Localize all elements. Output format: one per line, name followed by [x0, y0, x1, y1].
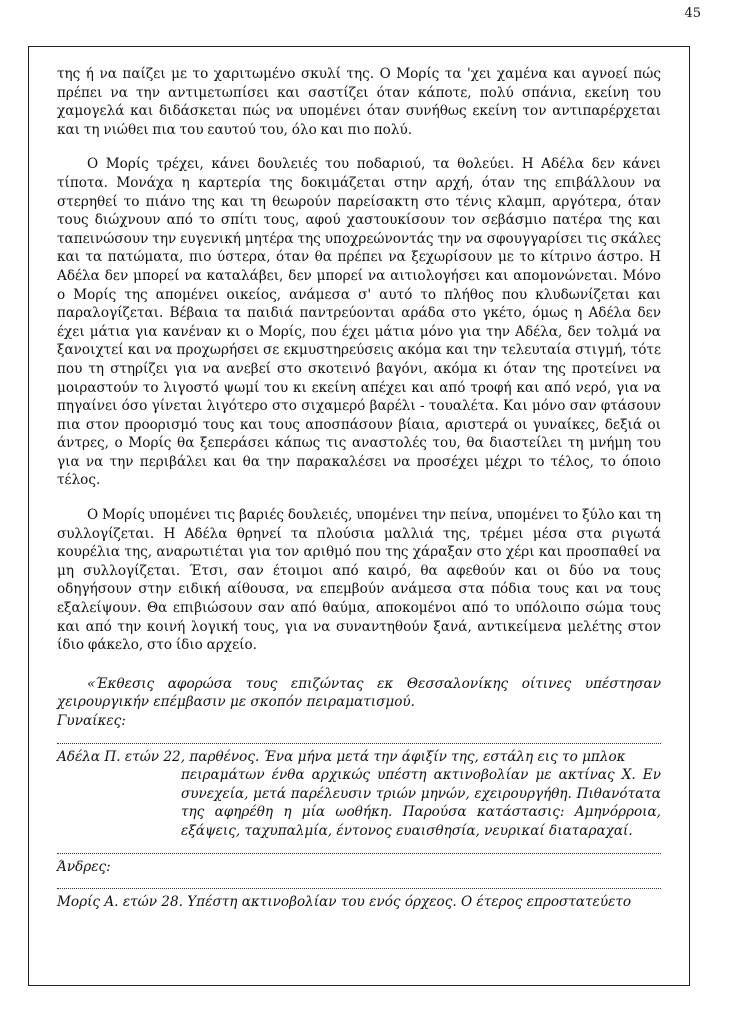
women-entry-header: [57, 748, 661, 767]
page-frame: [28, 46, 690, 986]
paragraph-2: Ο Μορίς τρέχει, κάνει δουλειές του ποδαριού, τα θολεύει. Η Αδέλα δεν κάνει τίποτα. Μονάχα η καρτερία της δοκιμάζεται στην αρχή, όταν της επιβάλλουν να στερηθεί το πιάνο της και τη θεωρούν παρείσακτη στο τένις κλαμπ, αργότερα, όταν τους διώχνουν από το σπίτι τους, αφού χαστουκίσουν τον σεβάσμιο πατέρα της και ταπεινώσουν την ευγενική μητέρα της υποχρεώνοντάς την να σφουγγαρίσει τις σκάλες και τα πατώματα, πιο ύστερα, όταν θα πρέπει να ξεχωρίσουν με το κίτρινο άστρο. Η Αδέλα δεν μπορεί να καταλάβει, δεν μπορεί να αιτιολογήσει και απομονώνεται. Μόνο ο Μορίς της απομένει οικείος, ανάμεσα σ' αυτό το πλήθος που κλυδωνίζεται και παραλογίζεται. Βέβαια τα παιδιά παντρεύονται αράδα στο γκέτο, όμως η Αδέλα δεν έχει μάτια για κανέναν κι ο Μορίς, που έχει μάτια μόνο για την Αδέλα, δεν τολμά να ξανοιχτεί και να προχωρήσει σε εκμυστηρεύσεις ακόμα και την τελευταία στιγμή, τότε που τη στηρίζει για να ανεβεί στο σκοτεινό βαγόνι, ακόμα κι όταν της προτείνει να μοιραστούν το λιγοστό ψωμί του κι εκείνη απέχει και από τροφή και από νερό, για να πηγαίνει όσο γίνεται λιγότερο στο σιχαμερό βαρέλι - τουαλέτα. Και μόνο σαν φτάσουν πια στον προορισμό τους και τους αποσπάσουν βίαια, αριστερά οι γυναίκες, δεξιά οι άντρες, ο Μορίς θα ξεπεράσει κάπως τις αναστολές του, θα διαστείλει τη μνήμη του για να την περιβάλει και θα την παρακαλέσει να προσέχει μέχρι το τέλος, το όποιο τέλος.: [57, 156, 661, 489]
report-section: [57, 675, 661, 912]
women-entry-name: Αδέλα Π. ετών 22, παρθένος.: [57, 748, 260, 765]
paragraph-1: της ή να παίζει με το χαριτωμένο σκυλί της. Ο Μορίς τα 'χει χαμένα και αγνοεί πώς πρέπει να την αντιμετωπίσει και σαστίζει όταν κάποτε, πολύ σπάνια, εκείνη του χαμογελά και διδάσκεται πώς να υπομένει όταν συνήθως εκείνη τον αντιπαρέρχεται και τη νιώθει πια του εαυτού του, όλο και πιο πολύ.: [57, 66, 661, 138]
page-number: 45: [684, 6, 701, 21]
men-label: Άνδρες:: [57, 858, 111, 875]
report-intro: «Έκθεσις αφορώσα τους επιζώντας εκ Θεσσαλονίκης οίτινες υπέστησαν χειρουργικήν επέμβασιν με σκοπόν πειραματισμού.: [57, 675, 661, 711]
dotted-divider: [57, 733, 661, 744]
women-entry-body: πειραμάτων ένθα αρχικώς υπέστη ακτινοβολίαν με ακτίνας Χ. Εν συνεχεία, μετά παρέλευσιν τριών μηνών, εχειρουργήθη. Πιθανότατα της αφηρέθη η μία ωοθήκη. Παρούσα κατάστασις: Αμηνόρροια, εξάψεις, ταχυπαλμία, έντονος ευαισθησία, νευρικαί διαταραχαί.: [181, 767, 661, 839]
women-label: Γυναίκες:: [57, 713, 126, 729]
women-entry-first-line: Ένα μήνα μετά την άφιξίν της, εστάλη εις το μπλοκ: [263, 748, 626, 765]
dotted-divider: [57, 878, 661, 889]
men-entry: Μορίς Α. ετών 28. Υπέστη ακτινοβολίαν του ενός όρχεος. Ο έτερος επροστατεύετο: [57, 894, 632, 911]
paragraph-3: Ο Μορίς υπομένει τις βαριές δουλειές, υπομένει την πείνα, υπομένει το ξύλο και τη συλλογίζεται. Η Αδέλα θρηνεί τα πλούσια μαλλιά της, τρέμει μέσα στα ριγωτά κουρέλια της, αναρωτιέται για τον αριθμό που της χάραξαν στο χέρι και προσπαθεί να μη συλλογίζεται. Έτσι, σαν έτοιμοι από καιρό, θα αφεθούν και οι δύο να τους οδηγήσουν στην ειδική αίθουσα, να επεμβούν ανάμεσα στα πόδια τους και να τους εξαλείψουν. Θα επιβιώσουν σαν από θαύμα, αποκομένοι από το υπόλοιπο σώμα τους και από την κοινή λογική τους, για να συναντηθούν ξανά, αντικείμενα μελέτης στον ίδιο φάκελο, στο ίδιο αρχείο.: [57, 507, 661, 654]
dotted-divider: [57, 843, 661, 854]
